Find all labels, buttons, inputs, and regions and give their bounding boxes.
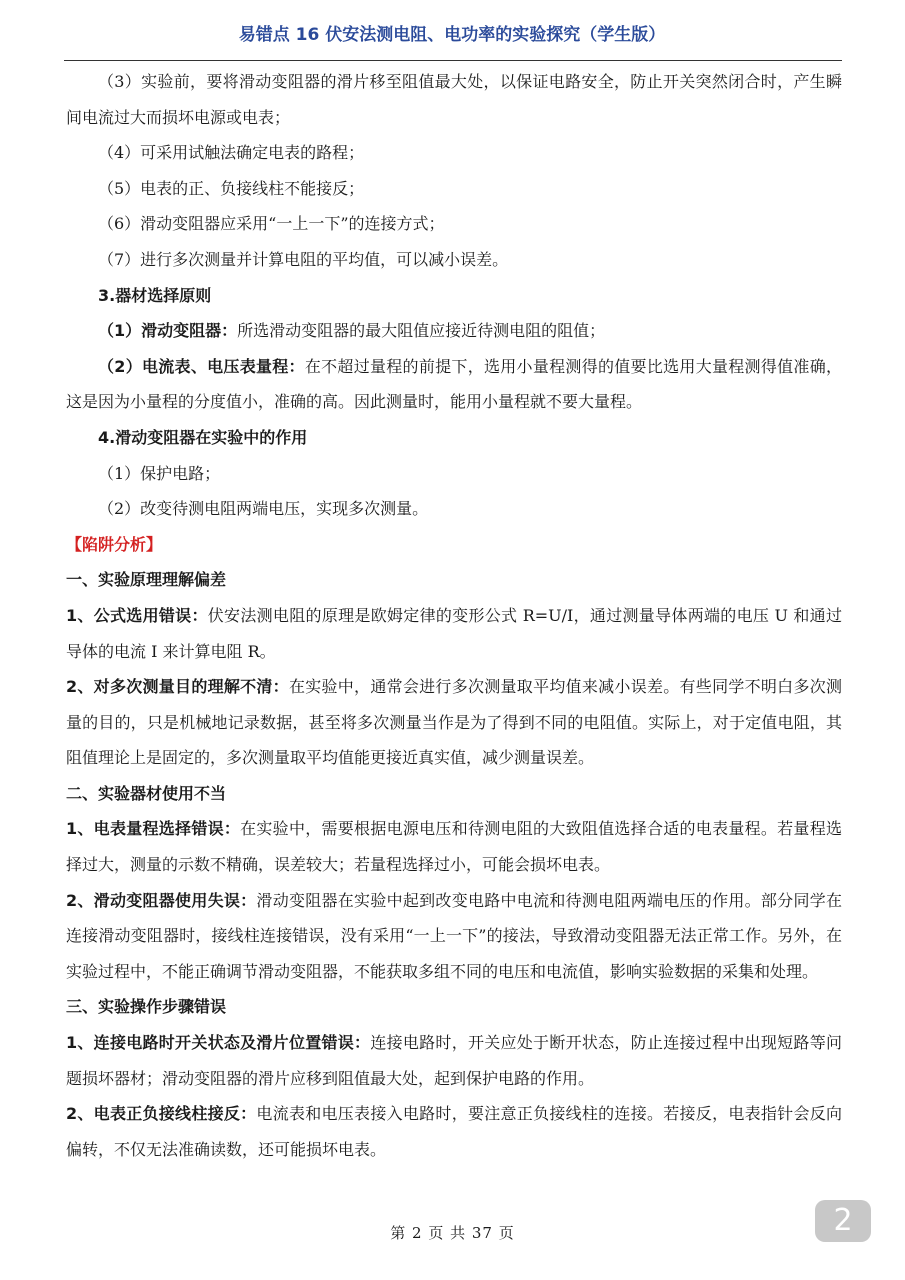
- item-text: 所选滑动变阻器的最大阻值应接近待测电阻的阻值；: [237, 321, 606, 341]
- item-text: 连接电路时，开关应处于断开状态，防止连接过程中出现短路等问题损坏器材；滑动变阻器的滑片应移到阻值最大处，起到保护电路的作用。: [66, 1033, 842, 1088]
- trap-part-2-item-1: [66, 811, 842, 882]
- page-number-badge: 2: [815, 1200, 871, 1242]
- item-label: （2）电流表、电压表量程：: [98, 356, 305, 376]
- trap-analysis-title: 【陷阱分析】: [66, 534, 163, 554]
- section-3-item-1: [66, 313, 842, 349]
- page-header-title: 易错点 16 伏安法测电阻、电功率的实验探究（学生版）: [238, 25, 666, 45]
- trap-part-2-item-2: [66, 883, 842, 990]
- item-label: 1、电表量程选择错误：: [66, 819, 241, 839]
- step-7: （7）进行多次测量并计算电阻的平均值，可以减小误差。: [98, 249, 509, 269]
- item-text: 在实验中，需要根据电源电压和待测电阻的大致阻值选择合适的电表量程。若量程选择过大，测量的示数不精确，误差较大；若量程选择过小，可能会损坏电表。: [66, 819, 842, 875]
- item-label: 2、电表正负接线柱接反：: [66, 1104, 257, 1124]
- section-4-item-1: （1）保护电路；: [98, 463, 221, 483]
- item-text: 伏安法测电阻的原理是欧姆定律的变形公式 R=U/I，通过测量导体两端的电压 U 和通过导体的电流 I 来计算电阻 R。: [66, 605, 842, 661]
- trap-part-3-item-2: [66, 1096, 842, 1167]
- step-3: （3）实验前，要将滑动变阻器的滑片移至阻值最大处，以保证电路安全，防止开关突然闭合时，产生瞬间电流过大而损坏电源或电表；: [66, 72, 842, 127]
- item-label: 1、连接电路时开关状态及滑片位置错误：: [66, 1033, 371, 1053]
- item-label: （1）滑动变阻器：: [98, 321, 238, 341]
- section-4-item-2: （2）改变待测电阻两端电压，实现多次测量。: [98, 499, 429, 519]
- trap-part-2-title: 二、实验器材使用不当: [66, 783, 227, 803]
- step-5: （5）电表的正、负接线柱不能接反；: [98, 178, 365, 198]
- document-body: [66, 64, 842, 1167]
- trap-part-3-item-1: [66, 1025, 842, 1096]
- item-text: 电流表和电压表接入电路时，要注意正负接线柱的连接。若接反，电表指针会反向偏转，不仅无法准确读数，还可能损坏电表。: [66, 1104, 842, 1159]
- step-6: （6）滑动变阻器应采用“一上一下”的连接方式；: [98, 214, 445, 234]
- trap-part-1-item-1: [66, 598, 842, 669]
- item-text: 在实验中，通常会进行多次测量取平均值来减小误差。有些同学不明白多次测量的目的，只是机械地记录数据，甚至将多次测量当作是为了得到不同的电阻值。实际上，对于定值电阻，其阻值理论上是固定的，多次测量取平均值能更接近真实值，减少测量误差。: [66, 677, 842, 768]
- trap-part-1-title: 一、实验原理理解偏差: [66, 570, 227, 590]
- trap-part-1-item-2: [66, 669, 842, 776]
- page-footer: 第 2 页 共 37 页: [390, 1224, 515, 1242]
- item-label: 2、对多次测量目的理解不清：: [66, 677, 289, 697]
- section-4-title: 4.滑动变阻器在实验中的作用: [98, 427, 308, 447]
- header-divider: [64, 60, 842, 61]
- section-3-item-2: [66, 349, 842, 420]
- step-4: （4）可采用试触法确定电表的路程；: [98, 143, 365, 163]
- item-text: 在不超过量程的前提下，选用小量程测得的值要比选用大量程测得值准确，这是因为小量程的分度值小，准确的高。因此测量时，能用小量程就不要大量程。: [66, 356, 842, 412]
- item-label: 1、公式选用错误：: [66, 605, 208, 625]
- trap-part-3-title: 三、实验操作步骤错误: [66, 997, 227, 1017]
- section-3-title: 3.器材选择原则: [98, 285, 212, 305]
- item-label: 2、滑动变阻器使用失误：: [66, 890, 257, 910]
- item-text: 滑动变阻器在实验中起到改变电路中电流和待测电阻两端电压的作用。部分同学在连接滑动变阻器时，接线柱连接错误，没有采用“一上一下”的接法，导致滑动变阻器无法正常工作。另外，在实验过程中，不能正确调节滑动变阻器，不能获取多组不同的电压和电流值，影响实验数据的采集和处理。: [66, 890, 842, 981]
